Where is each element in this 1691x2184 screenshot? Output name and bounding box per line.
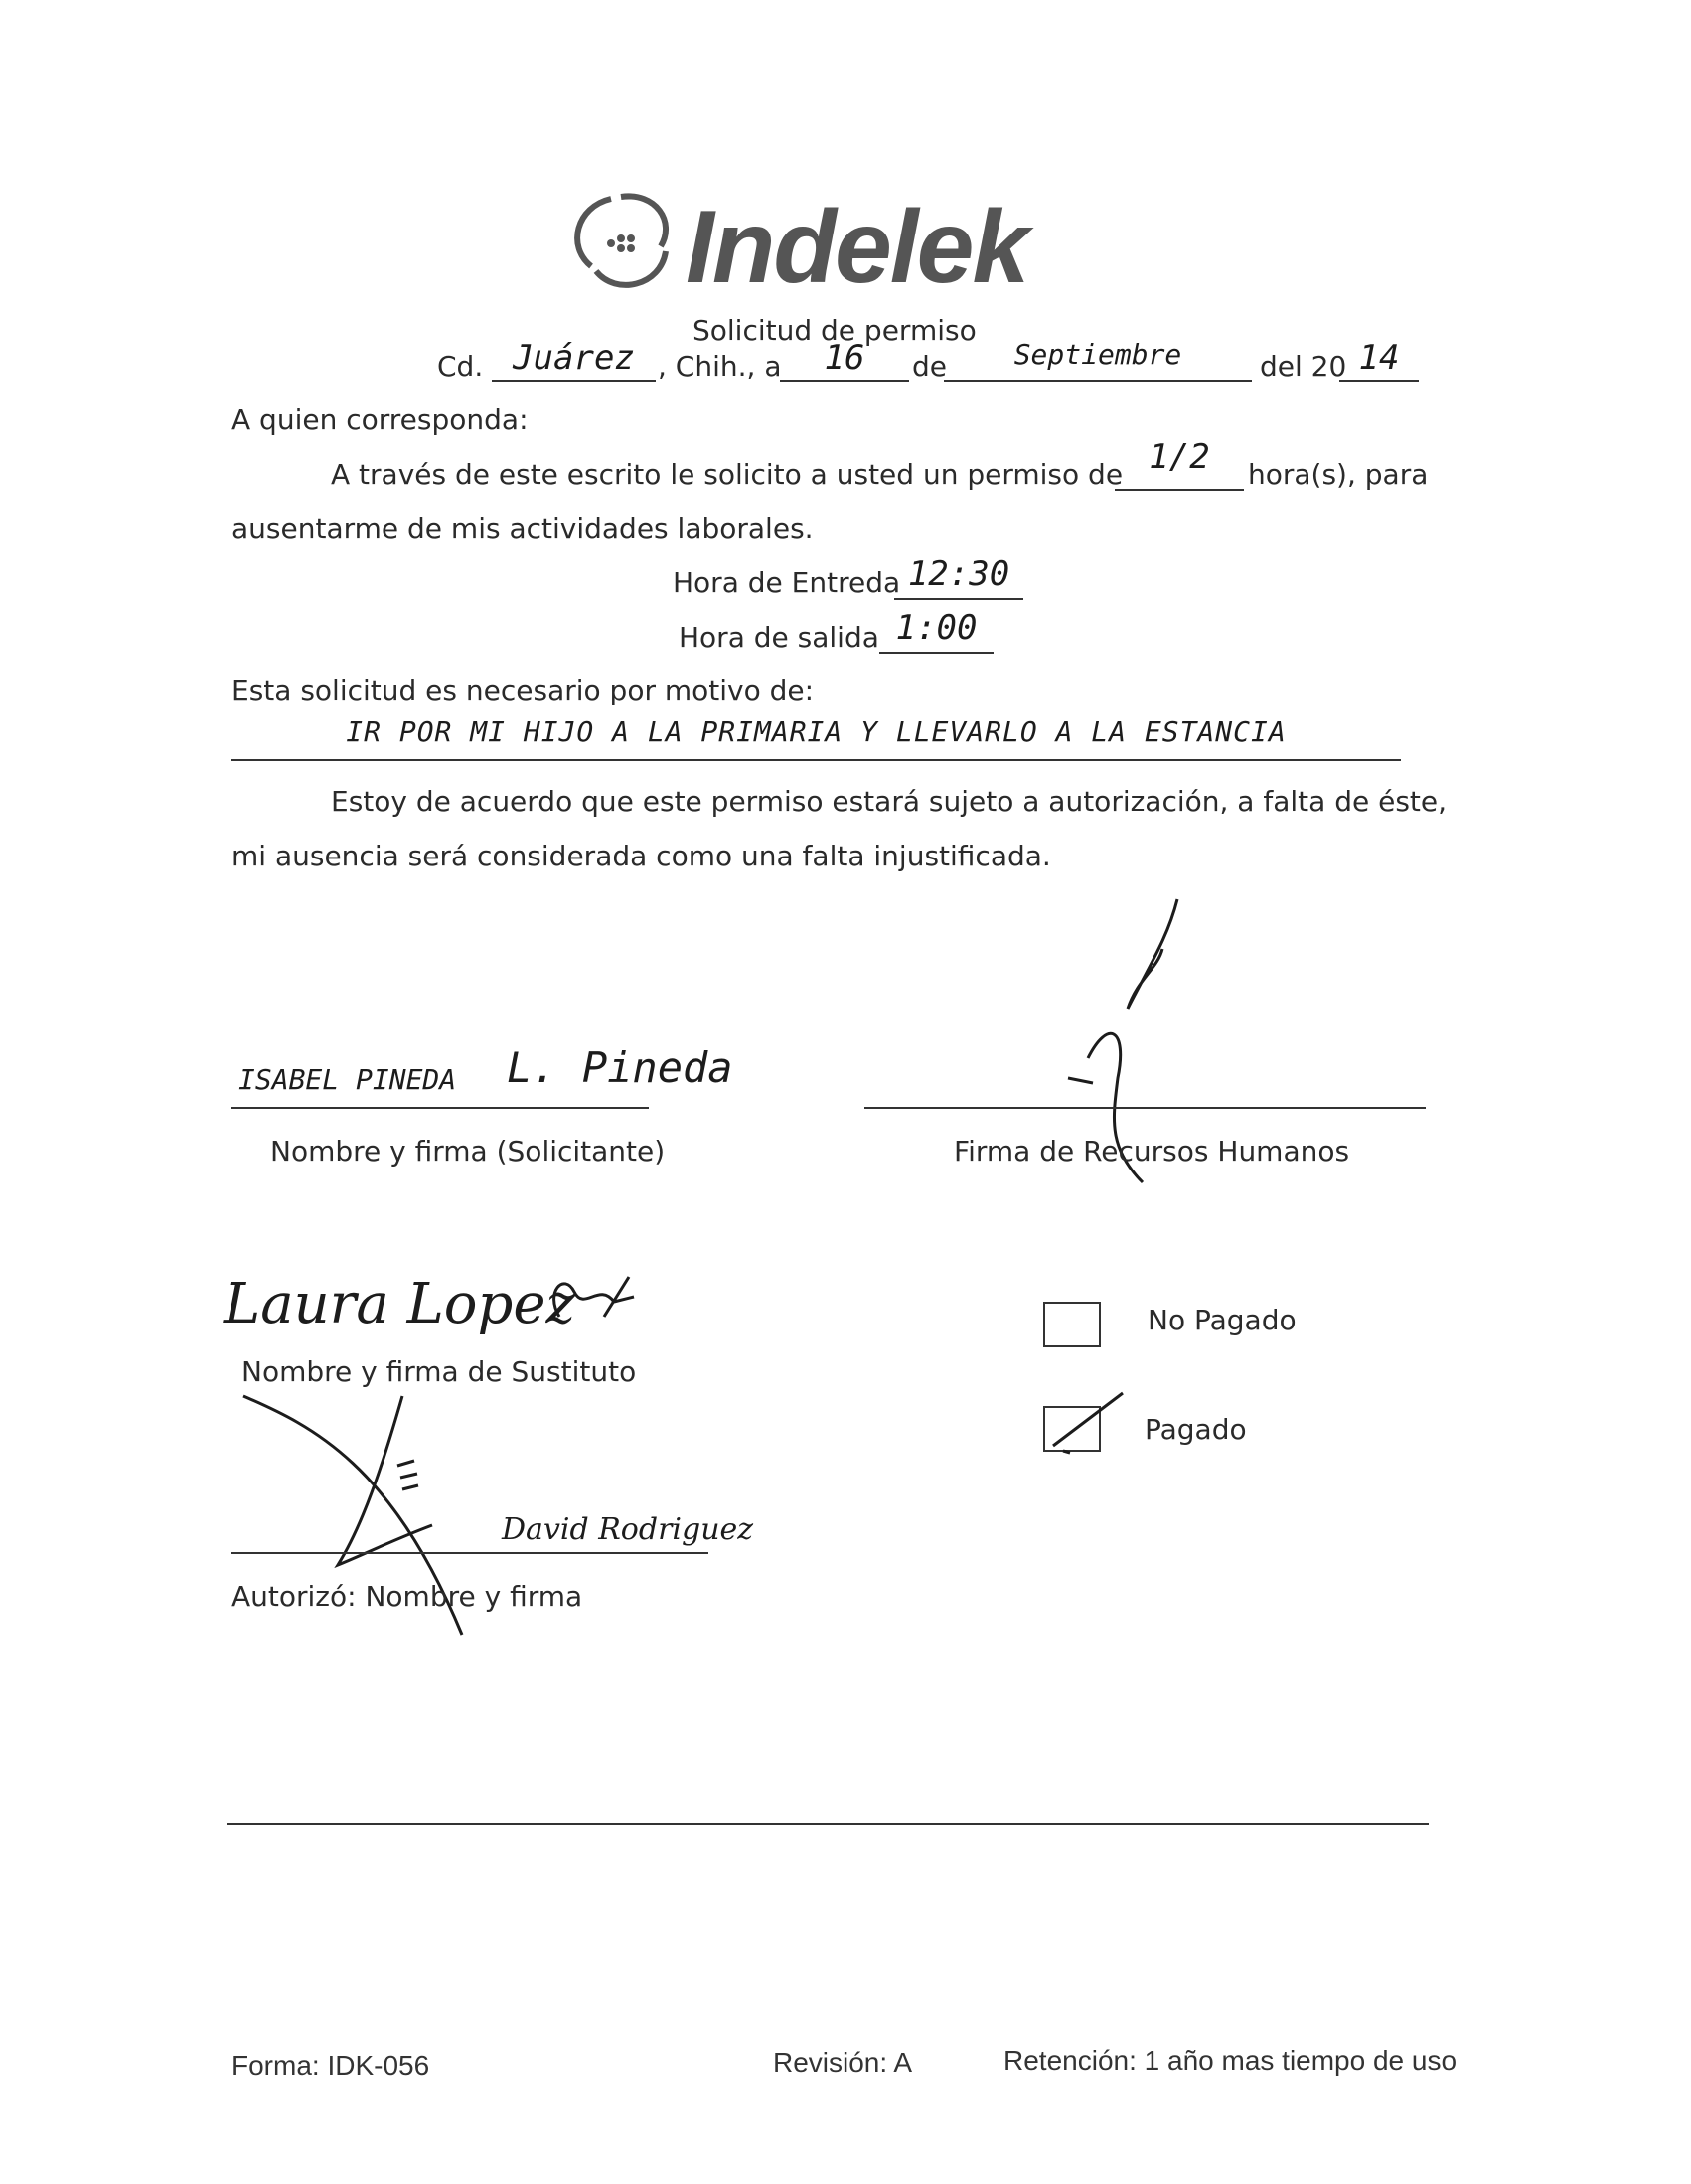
substitute-name: Laura Lopez	[224, 1272, 575, 1336]
logo-wordmark: Indelek	[686, 190, 1028, 305]
form-code: Forma: IDK-056	[231, 2050, 430, 2081]
logo-swirl-icon	[561, 187, 681, 296]
applicant-label: Nombre y firma (Solicitante)	[270, 1135, 666, 1168]
chih-label: , Chih., a	[658, 350, 782, 383]
reason-label: Esta solicitud es necesario por motivo de:	[231, 674, 815, 706]
agreement-line-2: mi ausencia será considerada como una falta injustificada.	[231, 840, 1051, 872]
exit-time-field[interactable]: 1:00	[879, 608, 994, 654]
hr-label: Firma de Recursos Humanos	[954, 1135, 1350, 1168]
check-mark-icon	[1048, 1391, 1138, 1456]
de-label: de	[912, 350, 947, 383]
exit-time-label: Hora de salida	[679, 621, 879, 654]
month-field[interactable]: Septiembre	[944, 338, 1252, 382]
authorized-name: David Rodriguez	[502, 1512, 754, 1547]
unpaid-label: No Pagado	[1148, 1304, 1297, 1336]
bottom-rule	[227, 1823, 1429, 1825]
hr-signature-line	[864, 1107, 1426, 1109]
revision: Revisión: A	[773, 2047, 913, 2078]
form-title: Solicitud de permiso	[692, 314, 977, 347]
unpaid-checkbox[interactable]	[1043, 1302, 1101, 1347]
request-line-2: ausentarme de mis actividades laborales.	[231, 512, 814, 545]
authorized-label: Autorizó: Nombre y firma	[231, 1580, 583, 1613]
hours-field[interactable]: 1/2	[1115, 437, 1244, 491]
reason-field[interactable]: IR POR MI HIJO A LA PRIMARIA Y LLEVARLO A LA ESTANCIA	[231, 715, 1401, 761]
entry-time-field[interactable]: 12:30	[894, 554, 1023, 600]
day-field[interactable]: 16	[780, 338, 909, 382]
substitute-label: Nombre y firma de Sustituto	[241, 1355, 637, 1388]
request-text: A través de este escrito le solicito a usted un permiso de	[331, 458, 1124, 491]
entry-time-label: Hora de Entreda	[673, 566, 901, 599]
applicant-signature-line	[231, 1107, 649, 1109]
authorized-signature-line	[231, 1552, 708, 1554]
year-field[interactable]: 14	[1339, 338, 1419, 382]
retention: Retención: 1 año mas tiempo de uso	[1003, 2045, 1458, 2076]
applicant-name: ISABEL PINEDA	[238, 1063, 457, 1096]
hours-suffix: hora(s), para	[1248, 458, 1429, 491]
cd-label: Cd.	[437, 350, 484, 383]
year-label: del 20	[1260, 350, 1347, 383]
paid-label: Pagado	[1145, 1413, 1247, 1446]
salutation: A quien corresponda:	[231, 403, 529, 436]
city-field[interactable]: Juárez	[492, 338, 656, 382]
substitute-initials	[544, 1272, 639, 1326]
agreement-line-1: Estoy de acuerdo que este permiso estará sujeto a autorización, a falta de éste,	[331, 785, 1448, 818]
applicant-signature: L. Pineda	[507, 1043, 733, 1092]
